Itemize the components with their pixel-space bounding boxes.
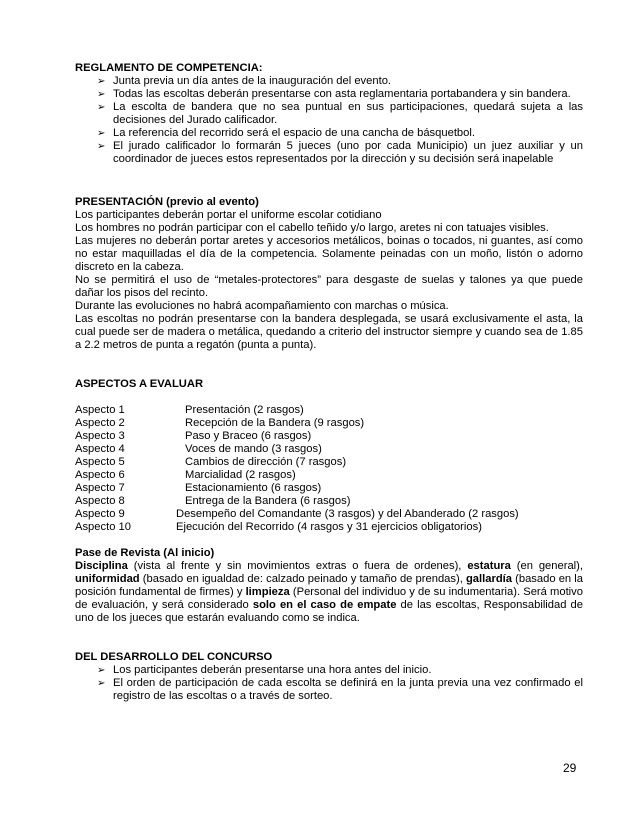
presentacion-line: Las mujeres no deberán portar aretes y accesorios metálicos, boinas o tocados, ni guantes, así como no estar maquilladas el día de la competencia. Solamente peinadas con un moño, listón o adorno discreto en la cabeza. [75,235,583,273]
aspect-row: Aspecto 4 Voces de mando (3 rasgos) [75,443,322,455]
aspect-row: Aspecto 6 Marcialidad (2 rasgos) [75,469,296,481]
list-item: ➢ El jurado calificador lo formarán 5 jueces (uno por cada Municipio) un juez auxiliar y un coordinador de jueces estos representados por la dirección y su decisión será inapelable [97,140,583,165]
arrow-bullet-icon: ➢ [97,89,106,100]
list-item: ➢ Los participantes deberán presentarse una hora antes del inicio. [97,664,432,676]
aspect-row: Aspecto 1 Presentación (2 rasgos) [75,404,304,416]
aspect-row: Aspecto 5 Cambios de dirección (7 rasgos) [75,456,347,468]
aspectos-list [75,404,583,534]
aspect-row: Aspecto 3 Paso y Braceo (6 rasgos) [75,430,312,442]
arrow-bullet-icon: ➢ [97,678,106,689]
pase-heading: Pase de Revista (Al inicio) [75,547,215,559]
arrow-bullet-icon: ➢ [97,665,106,676]
aspect-row: Aspecto 10 Ejecución del Recorrido (4 rasgos y 31 ejercicios obligatorios) [75,521,482,533]
arrow-bullet-icon: ➢ [97,128,106,139]
list-item: ➢ Todas las escoltas deberán presentarse con asta reglamentaria portabandera y sin bandera. [97,88,571,100]
presentacion-line: Los participantes deberán portar el uniforme escolar cotidiano [75,209,382,221]
presentacion-heading: PRESENTACIÓN (previo al evento) [75,196,259,208]
presentacion-line: Las escoltas no podrán presentarse con la bandera desplegada, se usará exclusivamente el asta, la cual puede ser de madera o metálica, quedando a criterio del instructor siempre y cuando sea de 1.85 a 2.2 metros de punta a regatón (punta a punta). [75,313,583,351]
arrow-bullet-icon: ➢ [97,102,106,113]
desarrollo-list [75,664,583,703]
page-number: 29 [563,761,577,775]
presentacion-line: No se permitirá el uso de “metales-protectores” para desgaste de suelas y talones ya que puede dañar los pisos del recinto. [75,274,583,299]
desarrollo-heading: DEL DESARROLLO DEL CONCURSO [75,651,273,663]
list-item: ➢ Junta previa un día antes de la inauguración del evento. [97,75,392,87]
presentacion-line: Durante las evoluciones no habrá acompañamiento con marchas o música. [75,300,449,312]
reglamento-list [75,75,583,166]
document-page [75,62,583,703]
aspect-row: Aspecto 7 Estacionamiento (6 rasgos) [75,482,322,494]
aspect-row: Aspecto 8 Entrega de la Bandera (6 rasgos) [75,495,351,507]
aspect-row: Aspecto 2 Recepción de la Bandera (9 rasgos) [75,417,365,429]
arrow-bullet-icon: ➢ [97,141,106,152]
list-item: ➢ La referencia del recorrido será el espacio de una cancha de básquetbol. [97,127,475,139]
aspect-row: Aspecto 9 Desempeño del Comandante (3 rasgos) y del Abanderado (2 rasgos) [75,508,519,520]
reglamento-heading: REGLAMENTO DE COMPETENCIA: [75,62,263,74]
arrow-bullet-icon: ➢ [97,76,106,87]
presentacion-line: Los hombres no podrán participar con el cabello teñido y/o largo, aretes ni con tatuajes visibles. [75,222,549,234]
aspectos-heading: ASPECTOS A EVALUAR [75,378,204,390]
pase-paragraph: Disciplina (vista al frente y sin movimientos extras o fuera de ordenes), estatura (en general), uniformidad (basado en igualdad de: calzado peinado y tamaño de prendas), gallardía (basado en la posición fundamental de firmes) y limpieza (Personal del individuo y de su indumentaria). Será motivo de evaluación, y será considerado solo en el caso de empate de las escoltas, Responsabilidad de uno de los jueces que estarán evaluando como se indica. [75,560,584,624]
list-item: ➢ La escolta de bandera que no sea puntual en sus participaciones, quedará sujeta a las decisiones del Jurado calificador. [97,101,583,126]
list-item: ➢ El orden de participación de cada escolta se definirá en la junta previa una vez confirmado el registro de las escoltas o a través de sorteo. [97,677,583,702]
